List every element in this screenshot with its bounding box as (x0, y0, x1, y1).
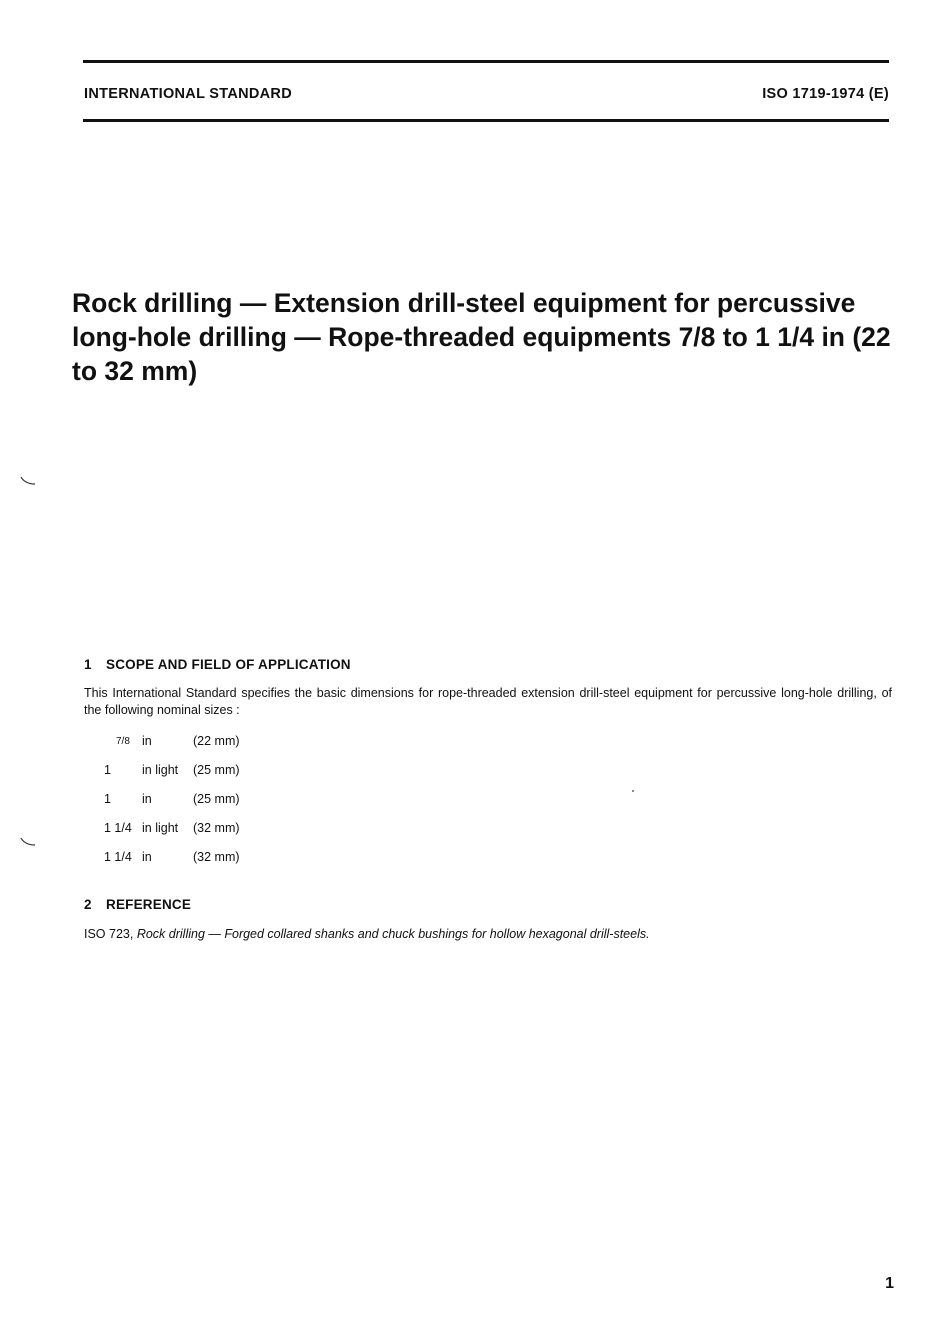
reference-code: ISO 723, (84, 927, 134, 941)
standard-number: ISO 1719-1974 (E) (762, 86, 889, 102)
reference-paragraph (84, 926, 892, 943)
size-value: 1 (104, 792, 111, 806)
document-title: Rock drilling — Extension drill-steel equipment for percussive long-hole drilling — Rope-threaded equipments 7/8 to 1 1/4 in (22 to 32 mm) (72, 288, 891, 386)
size-unit: in light (142, 821, 179, 835)
list-item (104, 820, 324, 849)
size-unit: in (142, 850, 152, 864)
page-number: 1 (885, 1275, 894, 1292)
size-value: 1 1/4 (104, 821, 132, 835)
scan-speck (632, 790, 634, 792)
margin-mark-icon (20, 476, 36, 485)
section-number: 1 (84, 657, 92, 672)
size-unit: in (142, 792, 152, 806)
list-item (104, 849, 324, 878)
header-bottom-rule (83, 119, 889, 122)
size-metric: (32 mm) (193, 850, 240, 864)
nominal-sizes-list (104, 733, 324, 878)
size-unit: in (142, 734, 152, 748)
header-top-rule (83, 60, 889, 63)
size-unit: in light (142, 763, 179, 777)
size-metric: (22 mm) (193, 734, 240, 748)
size-metric: (25 mm) (193, 792, 240, 806)
size-metric: (32 mm) (193, 821, 240, 835)
list-item (104, 762, 324, 791)
reference-title: Rock drilling — Forged collared shanks and chuck bushings for hollow hexagonal drill-steels. (136, 927, 650, 941)
list-item (104, 733, 324, 762)
section-title: REFERENCE (106, 897, 192, 912)
size-value: 1 1/4 (104, 850, 132, 864)
document-type-label: INTERNATIONAL STANDARD (84, 86, 292, 102)
section-title: SCOPE AND FIELD OF APPLICATION (106, 657, 351, 672)
section-number: 2 (84, 897, 92, 912)
section-heading-reference (84, 896, 191, 914)
list-item (104, 791, 324, 820)
section-heading-scope (84, 656, 351, 674)
size-value: 1 (104, 763, 111, 777)
size-value: 7/8 (116, 736, 130, 747)
margin-mark-icon (20, 837, 36, 846)
size-metric: (25 mm) (193, 763, 240, 777)
scope-paragraph: This International Standard specifies the basic dimensions for rope-threaded extension drill-steel equipment for percussive long-hole drilling, of the following nominal sizes : (84, 686, 892, 717)
